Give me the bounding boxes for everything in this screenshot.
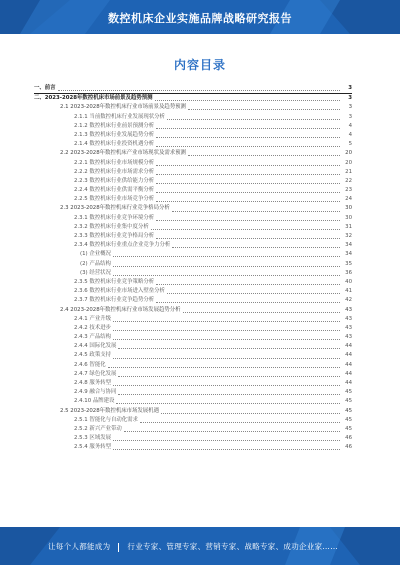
toc-entry-label: 2.5.2 新兴产业带动 — [74, 425, 122, 432]
toc-leader-dots — [124, 431, 340, 432]
toc-entry-label: 2.1.2 数控机床行业前景预测分析 — [74, 122, 155, 129]
toc-heading: 内容目录 — [173, 58, 226, 72]
toc-leader-dots — [167, 293, 340, 294]
toc-entry-page: 36 — [345, 269, 352, 276]
toc-leader-dots — [113, 339, 340, 340]
toc-entry[interactable] — [34, 186, 352, 195]
toc-entry-page: 45 — [345, 407, 352, 414]
toc-entry-label: 2.4.5 政策支持 — [74, 352, 111, 359]
toc-entry[interactable] — [34, 195, 352, 204]
toc-entry-page: 4 — [348, 122, 352, 129]
toc-entry-page: 44 — [345, 361, 352, 368]
toc-entry-label: 2.2.2 数控机床行业市场需求分析 — [74, 168, 155, 175]
toc-entry-label: 2.2.3 数控机床行业供给能力分析 — [74, 177, 155, 184]
toc-entry[interactable] — [34, 223, 352, 232]
toc-entry[interactable] — [34, 342, 352, 351]
toc-entry[interactable] — [34, 306, 352, 315]
toc-entry-page: 31 — [345, 223, 352, 230]
toc-entry-page: 30 — [345, 214, 352, 221]
toc-leader-dots — [118, 348, 340, 349]
toc-entry[interactable] — [34, 177, 352, 186]
toc-entry-label: 2.3 2023-2028年数控机床行业竞争格局分析 — [60, 205, 170, 212]
toc-entry-label: 2.1.1 当前数控机床行业发展现状分析 — [74, 113, 165, 120]
toc-entry-label: 一、前言 — [34, 85, 56, 91]
toc-entry-page: 34 — [345, 242, 352, 249]
toc-entry[interactable] — [34, 131, 352, 140]
toc-entry-label: 2.3.1 数控机床行业竞争环境分析 — [74, 214, 155, 221]
toc-entry[interactable] — [34, 425, 352, 434]
toc-entry-page: 44 — [345, 352, 352, 359]
toc-entry-page: 3 — [348, 113, 352, 120]
toc-leader-dots — [118, 376, 340, 377]
toc-entry[interactable] — [34, 388, 352, 397]
toc-leader-dots — [167, 119, 340, 120]
toc-entry-label: 2.5 2023-2028年数控机床市场发展机遇 — [60, 407, 159, 414]
toc-entry-page: 3 — [348, 104, 352, 111]
toc-entry[interactable] — [34, 214, 352, 223]
toc-leader-dots — [140, 422, 340, 423]
toc-entry-label: 2.4.9 融合与协同 — [74, 389, 117, 396]
toc-entry-label: 2.2.1 数控机床行业市场规模分析 — [74, 159, 155, 166]
toc-entry-page: 30 — [345, 205, 352, 212]
toc-entry-page: 40 — [345, 278, 352, 285]
toc-entry-page: 35 — [345, 260, 352, 267]
toc-entry-page: 3 — [348, 85, 352, 91]
toc-entry-page: 21 — [345, 168, 352, 175]
table-of-contents — [34, 84, 352, 453]
toc-leader-dots — [151, 229, 340, 230]
toc-entry-page: 45 — [345, 398, 352, 405]
toc-entry-page: 46 — [345, 435, 352, 442]
toc-entry-label: 2.5.4 服务转型 — [74, 444, 111, 451]
toc-entry-page: 3 — [348, 95, 352, 102]
toc-entry[interactable] — [34, 315, 352, 324]
toc-leader-dots — [156, 137, 340, 138]
toc-entry-label: (2) 产品结构 — [80, 260, 111, 267]
toc-entry-page: 44 — [345, 380, 352, 386]
toc-entry-page: 45 — [345, 425, 352, 432]
toc-entry[interactable] — [34, 361, 352, 370]
toc-entry-page: 43 — [345, 306, 352, 313]
toc-entry-page: 5 — [348, 141, 352, 148]
toc-entry-label: 2.4.6 智能化 — [74, 361, 106, 368]
toc-entry[interactable] — [34, 379, 352, 388]
page-footer — [0, 527, 400, 565]
toc-entry[interactable] — [34, 84, 352, 93]
toc-entry-label: 2.4.8 服务转型 — [74, 380, 111, 386]
toc-leader-dots — [156, 192, 340, 193]
report-title: 数控机床企业实施品牌战略研究报告 — [108, 12, 292, 25]
toc-leader-dots — [113, 385, 340, 386]
toc-leader-dots — [156, 302, 340, 303]
toc-entry[interactable] — [34, 397, 352, 406]
toc-leader-dots — [113, 275, 340, 276]
toc-entry[interactable] — [34, 168, 352, 177]
toc-entry-label: 2.4.7 绿色化发展 — [74, 370, 117, 377]
toc-entry[interactable] — [34, 324, 352, 333]
toc-entry-label: 2.2.5 数控机床行业市场竞争分析 — [74, 196, 155, 203]
toc-entry-label: (1) 企业概况 — [80, 251, 111, 258]
toc-entry-page: 4 — [348, 131, 352, 138]
toc-entry-label: 2.3.2 数控机床行业集中度分析 — [74, 223, 149, 230]
toc-entry[interactable] — [34, 159, 352, 168]
toc-entry-page: 43 — [345, 315, 352, 322]
toc-entry-page: 23 — [345, 187, 352, 194]
footer-slogan-lead: 让每个人都能成为 — [48, 542, 111, 551]
toc-entry[interactable] — [34, 443, 352, 452]
toc-entry-page: 22 — [345, 177, 352, 184]
toc-leader-dots — [172, 247, 340, 248]
toc-entry-page: 44 — [345, 370, 352, 377]
toc-entry-label: 2.3.5 数控机床行业竞争策略分析 — [74, 278, 155, 285]
footer-slogan-list: 行业专家、管理专家、营销专家、战略专家、成功企业家…… — [127, 542, 339, 551]
toc-entry-label: 2.5.3 区域发展 — [74, 435, 111, 442]
toc-entry-page: 24 — [345, 196, 352, 203]
footer-divider — [118, 543, 119, 552]
toc-entry-page: 20 — [345, 150, 352, 157]
toc-entry[interactable] — [34, 278, 352, 287]
toc-entry[interactable] — [34, 333, 352, 342]
toc-entry[interactable] — [34, 370, 352, 379]
toc-entry[interactable] — [34, 260, 352, 269]
toc-leader-dots — [113, 449, 340, 450]
toc-entry-page: 45 — [345, 416, 352, 423]
toc-leader-dots — [113, 256, 340, 257]
toc-entry-page: 44 — [345, 343, 352, 350]
toc-entry-page: 41 — [345, 288, 352, 295]
toc-entry-page: 43 — [345, 324, 352, 331]
toc-leader-dots — [172, 211, 340, 212]
toc-leader-dots — [113, 266, 340, 267]
page-header — [0, 0, 400, 34]
toc-leader-dots — [108, 367, 340, 368]
toc-leader-dots — [156, 174, 340, 175]
toc-entry[interactable] — [34, 407, 352, 416]
toc-entry[interactable] — [34, 140, 352, 149]
toc-entry-label: 2.4.10 品牌建设 — [74, 398, 115, 405]
toc-leader-dots — [183, 312, 340, 313]
toc-entry-page: 42 — [345, 297, 352, 304]
toc-entry-page: 20 — [345, 159, 352, 166]
toc-entry[interactable] — [34, 416, 352, 425]
toc-leader-dots — [156, 146, 340, 147]
toc-leader-dots — [113, 330, 340, 331]
toc-entry[interactable] — [34, 149, 352, 158]
toc-entry-page: 46 — [345, 444, 352, 451]
toc-leader-dots — [161, 413, 340, 414]
toc-entry[interactable] — [34, 103, 352, 112]
toc-entry-label: (3) 经营状况 — [80, 269, 111, 276]
toc-entry[interactable] — [34, 287, 352, 296]
toc-entry[interactable] — [34, 296, 352, 305]
toc-leader-dots — [156, 220, 340, 221]
toc-leader-dots — [156, 238, 340, 239]
toc-entry-label: 2.3.4 数控机床行业重点企业竞争力分析 — [74, 242, 171, 249]
toc-entry[interactable] — [34, 122, 352, 131]
footer-slogan — [48, 541, 338, 552]
toc-leader-dots — [156, 165, 340, 166]
toc-entry-label: 2.3.3 数控机床行业竞争格局分析 — [74, 233, 155, 239]
toc-entry-label: 2.1 2023-2028年数控机床行业市场前景及趋势预测 — [60, 104, 186, 111]
toc-entry-label: 2.4.4 国际化发展 — [74, 343, 117, 350]
toc-leader-dots — [58, 90, 340, 91]
toc-entry[interactable] — [34, 241, 352, 250]
toc-entry[interactable] — [34, 232, 352, 241]
toc-leader-dots — [116, 403, 340, 404]
toc-entry-page: 32 — [345, 233, 352, 239]
toc-entry-label: 2.3.7 数控机床行业竞争趋势分析 — [74, 297, 155, 304]
toc-entry[interactable] — [34, 93, 352, 103]
toc-leader-dots — [156, 284, 340, 285]
toc-entry-label: 2.1.4 数控机床行业投资机遇分析 — [74, 141, 155, 148]
toc-entry-label: 2.3.6 数控机床行业市场进入壁垒分析 — [74, 288, 165, 295]
toc-leader-dots — [156, 201, 340, 202]
toc-leader-dots — [156, 183, 340, 184]
toc-entry-label: 2.4 2023-2028年数控机床行业市场发展趋势分析 — [60, 306, 181, 313]
toc-entry[interactable] — [34, 250, 352, 259]
toc-entry-label: 2.4.2 技术进步 — [74, 324, 111, 331]
toc-leader-dots — [156, 128, 340, 129]
toc-entry[interactable] — [34, 204, 352, 213]
toc-entry[interactable] — [34, 269, 352, 278]
toc-leader-dots — [118, 394, 340, 395]
toc-leader-dots — [188, 155, 340, 156]
toc-entry-page: 43 — [345, 334, 352, 341]
toc-entry[interactable] — [34, 113, 352, 122]
toc-entry-label: 2.4.3 产品结构 — [74, 334, 111, 341]
toc-entry[interactable] — [34, 351, 352, 360]
toc-leader-dots — [188, 109, 340, 110]
toc-entry-label: 2.4.1 产业升级 — [74, 315, 111, 322]
toc-leader-dots — [113, 358, 340, 359]
toc-entry-label: 2.1.3 数控机床行业发展趋势分析 — [74, 131, 155, 138]
toc-leader-dots — [113, 440, 340, 441]
toc-entry-page: 34 — [345, 251, 352, 258]
toc-leader-dots — [113, 321, 340, 322]
toc-entry-label: 2.2.4 数控机床行业供需平衡分析 — [74, 187, 155, 194]
toc-leader-dots — [155, 100, 341, 101]
toc-entry-label: 2.5.1 智能化与自动化需求 — [74, 416, 138, 423]
toc-entry-page: 45 — [345, 389, 352, 396]
toc-entry[interactable] — [34, 434, 352, 443]
toc-entry-label: 2.2 2023-2028年数控机床产业市场现状及需求预测 — [60, 150, 186, 157]
toc-entry-label: 二、2023-2028年数控机床市场前景及趋势预测 — [34, 95, 153, 102]
